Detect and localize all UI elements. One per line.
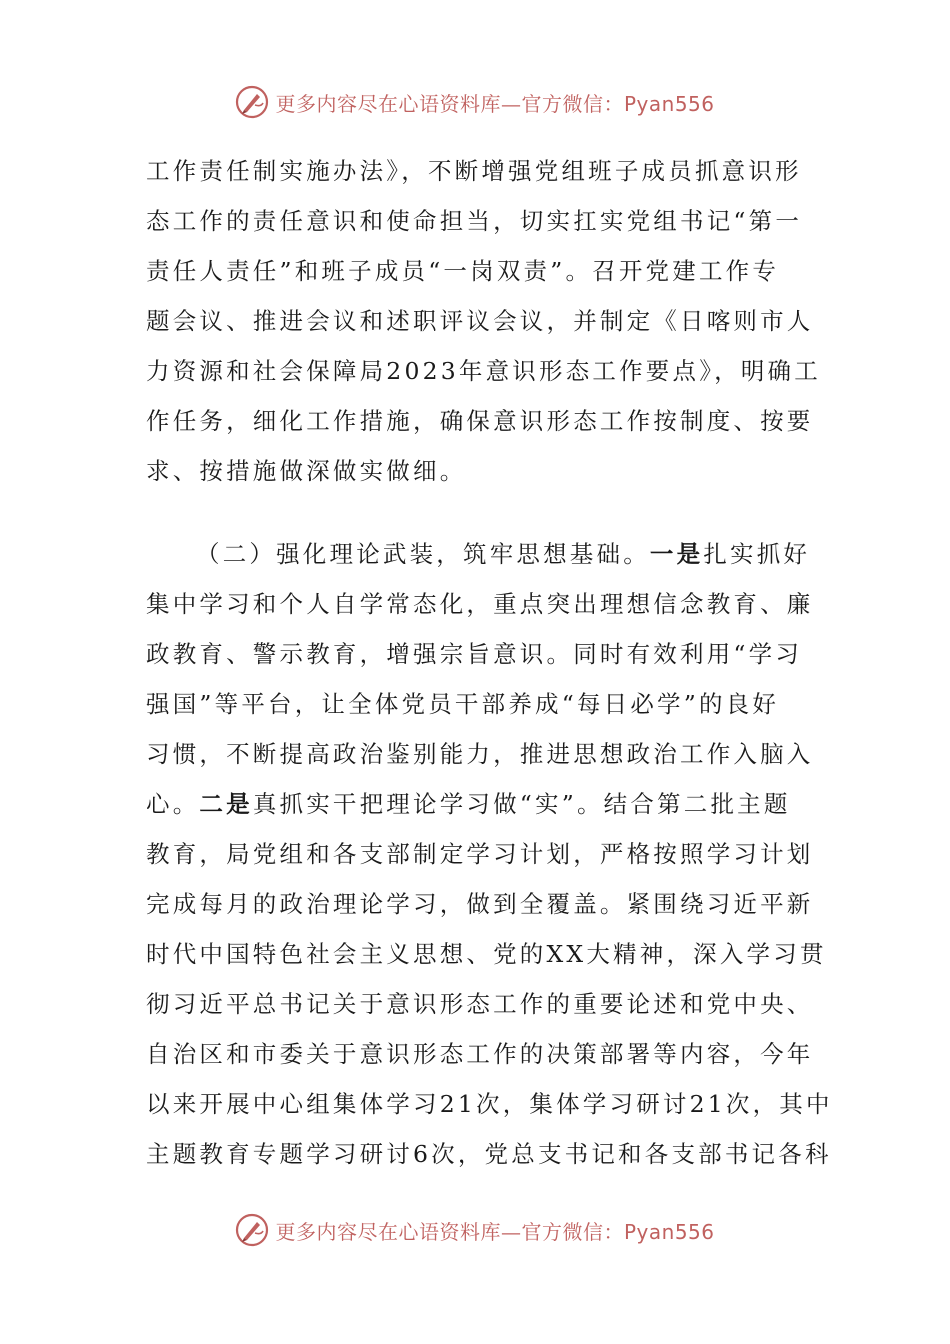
footer-wechat-id: Pyan556 bbox=[623, 1219, 715, 1244]
paragraph-1-line: 求、按措施做深做实做细。 bbox=[146, 457, 467, 485]
section-heading: （二）强化理论武装，筑牢思想基础。 bbox=[196, 540, 650, 568]
footer-banner bbox=[0, 1208, 950, 1252]
pen-logo-icon bbox=[235, 1213, 269, 1247]
pen-logo-icon bbox=[235, 85, 269, 119]
paragraph-2-line: 教育，局党组和各支部制定学习计划，严格按照学习计划 bbox=[146, 840, 814, 868]
paragraph-2-line: 主题教育专题学习研讨6次，党总支书记和各支部书记各科 bbox=[146, 1140, 832, 1168]
paragraph-1-line: 工作责任制实施办法》，不断增强党组班子成员抓意识形 bbox=[146, 157, 802, 185]
paragraph-2-line: 习惯，不断提高政治鉴别能力，推进思想政治工作入脑入 bbox=[146, 740, 814, 768]
paragraph-2-line: 彻习近平总书记关于意识形态工作的重要论述和党中央、 bbox=[146, 990, 814, 1018]
paragraph-2-line: 自治区和市委关于意识形态工作的决策部署等内容，今年 bbox=[146, 1040, 814, 1068]
header-banner-text: 更多内容尽在心语资料库—官方微信：Pyan556 bbox=[275, 91, 715, 116]
paragraph-2-line: 以来开展中心组集体学习21次，集体学习研讨21次，其中 bbox=[146, 1090, 833, 1118]
line-prefix: 心。 bbox=[146, 790, 200, 818]
line-rest: 真抓实干把理论学习做“实”。结合第二批主题 bbox=[252, 790, 791, 818]
paragraph-1 bbox=[146, 146, 821, 496]
paragraph-2 bbox=[146, 529, 833, 1179]
paragraph-2-line: 时代中国特色社会主义思想、党的XX大精神，深入学习贯 bbox=[146, 940, 827, 968]
paragraph-2-line: 强国”等平台，让全体党员干部养成“每日必学”的良好 bbox=[146, 690, 780, 718]
paragraph-1-line: 题会议、推进会议和述职评议会议，并制定《日喀则市人 bbox=[146, 307, 814, 335]
paragraph-1-line: 作任务，细化工作措施，确保意识形态工作按制度、按要 bbox=[146, 407, 814, 435]
first-line-rest: 扎实抓好 bbox=[703, 540, 811, 568]
paragraph-1-line: 力资源和社会保障局2023年意识形态工作要点》，明确工 bbox=[146, 357, 821, 385]
footer-banner-text: 更多内容尽在心语资料库—官方微信：Pyan556 bbox=[275, 1219, 715, 1244]
header-banner bbox=[0, 80, 950, 124]
paragraph-2-first-line bbox=[146, 529, 811, 579]
paragraph-2-line: 政教育、警示教育，增强宗旨意识。同时有效利用“学习 bbox=[146, 640, 803, 668]
marker-second: 二是 bbox=[199, 790, 253, 818]
paragraph-1-line: 态工作的责任意识和使命担当，切实扛实党组书记“第一 bbox=[146, 207, 803, 235]
header-wechat-id: Pyan556 bbox=[623, 91, 715, 116]
marker-first: 一是 bbox=[649, 540, 704, 568]
paragraph-2-line: 集中学习和个人自学常态化，重点突出理想信念教育、廉 bbox=[146, 590, 814, 618]
paragraph-1-line: 责任人责任”和班子成员“一岗双责”。召开党建工作专 bbox=[146, 257, 780, 285]
paragraph-2-line: 完成每月的政治理论学习，做到全覆盖。紧围绕习近平新 bbox=[146, 890, 814, 918]
paragraph-2-mixed-line bbox=[146, 779, 808, 829]
